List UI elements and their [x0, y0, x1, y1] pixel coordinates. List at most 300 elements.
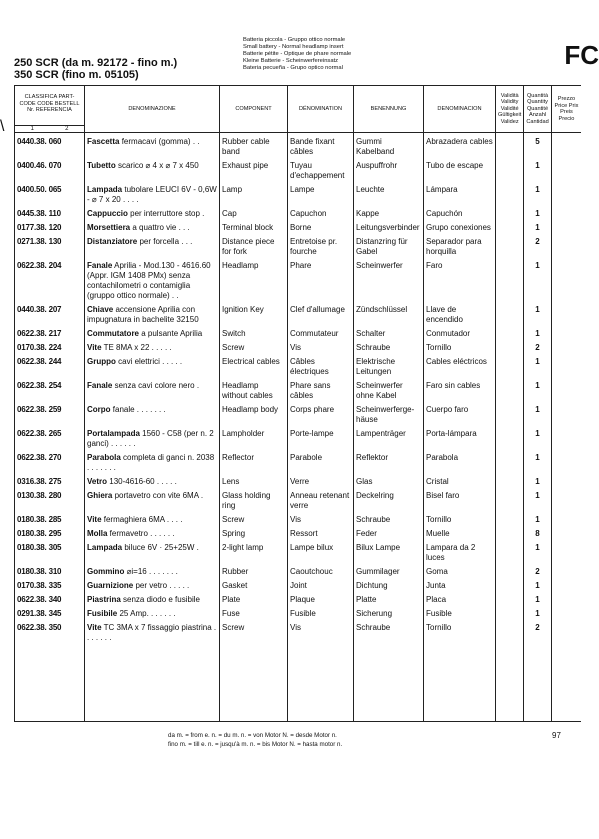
desc-it-cell — [85, 357, 220, 377]
page-code: FC — [564, 40, 599, 70]
desc-fr-cell: Parabole — [288, 453, 354, 473]
desc-de-cell: Gummilager — [354, 567, 424, 577]
desc-en-cell: Exhaust pipe — [220, 161, 288, 181]
desc-en-cell: Plate — [220, 595, 288, 605]
desc-it-keyword: Corpo — [87, 405, 111, 414]
quantity-cell: 1 — [524, 429, 551, 449]
desc-de-cell: Feder — [354, 529, 424, 539]
desc-it-keyword: Commutatore — [87, 329, 140, 338]
validity-cell — [496, 581, 524, 591]
part-code-cell: 0622.38. 265 — [15, 429, 85, 449]
desc-it-rest: completa di ganci n. 2038 . . . . . . . — [87, 453, 215, 472]
desc-es-cell: Faro sin cables — [424, 381, 496, 401]
validity-cell — [496, 623, 524, 643]
validity-cell — [496, 329, 524, 339]
desc-en-cell: Distance piece for fork — [220, 237, 288, 257]
desc-it-rest: portavetro con vite 6MA . — [112, 491, 204, 500]
desc-fr-cell: Bande fixant câbles — [288, 137, 354, 157]
price-cell — [551, 223, 581, 233]
desc-it-keyword: Fanale — [87, 261, 113, 270]
desc-en-cell: Glass holding ring — [220, 491, 288, 511]
table-row — [15, 595, 582, 605]
desc-en-cell: Terminal block — [220, 223, 288, 233]
table-row — [15, 137, 582, 157]
desc-es-cell: Cristal — [424, 477, 496, 487]
desc-it-keyword: Piastrina — [87, 595, 121, 604]
desc-it-keyword: Vite — [87, 343, 102, 352]
price-cell — [551, 209, 581, 219]
desc-es-cell: Fusible — [424, 609, 496, 619]
price-cell — [551, 515, 581, 525]
desc-de-cell: Leuchte — [354, 185, 424, 205]
desc-es-cell: Junta — [424, 581, 496, 591]
desc-de-cell: Gummi Kabelband — [354, 137, 424, 157]
desc-it-keyword: Morsettiera — [87, 223, 131, 232]
desc-de-cell: Scheinwerferge-häuse — [354, 405, 424, 425]
part-code-cell: 0622.38. 244 — [15, 357, 85, 377]
part-code-cell: 0180.38. 310 — [15, 567, 85, 577]
part-code-cell: 0622.38. 350 — [15, 623, 85, 643]
desc-fr-cell: Plaque — [288, 595, 354, 605]
quantity-cell: 5 — [524, 137, 551, 157]
desc-de-cell: Kappe — [354, 209, 424, 219]
desc-es-cell: Muelle — [424, 529, 496, 539]
desc-it-rest: TE 8MA x 22 . . . . . — [101, 343, 172, 352]
price-cell — [551, 529, 581, 539]
col-header-price: Prezzo Price Prix Preis Precio — [551, 86, 581, 133]
price-cell — [551, 453, 581, 473]
desc-it-keyword: Cappuccio — [87, 209, 128, 218]
price-cell — [551, 161, 581, 181]
desc-it-cell — [85, 161, 220, 181]
desc-de-cell: Leitungsverbinder — [354, 223, 424, 233]
desc-en-cell: Headlamp — [220, 261, 288, 301]
validity-cell — [496, 453, 524, 473]
desc-es-cell: Lámpara — [424, 185, 496, 205]
price-cell — [551, 329, 581, 339]
table-row — [15, 477, 582, 487]
table-row — [15, 405, 582, 425]
desc-it-cell — [85, 623, 220, 643]
desc-it-keyword: Ghiera — [87, 491, 113, 500]
table-row — [15, 161, 582, 181]
desc-en-cell: Cap — [220, 209, 288, 219]
footer-legend — [168, 731, 342, 749]
desc-de-cell: Auspuffrohr — [354, 161, 424, 181]
desc-de-cell: Scheinwerfer — [354, 261, 424, 301]
quantity-cell: 1 — [524, 595, 551, 605]
desc-it-cell — [85, 453, 220, 473]
desc-it-cell — [85, 429, 220, 449]
desc-de-cell: Schraube — [354, 343, 424, 353]
col-header-fr: DÉNOMINATION — [288, 86, 354, 133]
quantity-cell: 2 — [524, 237, 551, 257]
desc-es-cell: Abrazadera cables — [424, 137, 496, 157]
desc-fr-cell: Phare sans câbles — [288, 381, 354, 401]
desc-it-rest: cavi elettrici . . . . . — [115, 357, 183, 366]
desc-es-cell: Llave de encendido — [424, 305, 496, 325]
variant-line-fr: Batterie pétite - Optique de phare normale — [243, 51, 352, 57]
desc-de-cell: Dichtung — [354, 581, 424, 591]
desc-en-cell: Reflector — [220, 453, 288, 473]
desc-it-rest: tubolare LEUCI 6V - 0,6W - ⌀ 7 x 20 . . . . — [87, 185, 217, 204]
desc-de-cell: Platte — [354, 595, 424, 605]
desc-de-cell: Bilux Lampe — [354, 543, 424, 563]
table-row — [15, 261, 582, 301]
desc-it-rest: accensione Aprilia con impugnatura in bachelite 32150 — [87, 305, 199, 324]
quantity-cell: 2 — [524, 343, 551, 353]
desc-fr-cell: Borne — [288, 223, 354, 233]
price-cell — [551, 595, 581, 605]
desc-es-cell: Lampara da 2 luces — [424, 543, 496, 563]
variant-description — [243, 37, 351, 72]
desc-fr-cell: Tuyau d'echappement — [288, 161, 354, 181]
quantity-cell: 1 — [524, 209, 551, 219]
part-code-cell: 0622.38. 340 — [15, 595, 85, 605]
desc-fr-cell: Phare — [288, 261, 354, 301]
desc-es-cell: Cuerpo faro — [424, 405, 496, 425]
desc-en-cell: Screw — [220, 515, 288, 525]
table-row — [15, 453, 582, 473]
part-code-cell: 0177.38. 120 — [15, 223, 85, 233]
price-cell — [551, 543, 581, 563]
desc-es-cell: Faro — [424, 261, 496, 301]
validity-cell — [496, 515, 524, 525]
table-row — [15, 515, 582, 525]
desc-it-cell — [85, 491, 220, 511]
desc-it-cell — [85, 305, 220, 325]
table-row — [15, 429, 582, 449]
desc-en-cell: Electrical cables — [220, 357, 288, 377]
desc-it-cell — [85, 581, 220, 591]
desc-it-rest: fanale . . . . . . . — [110, 405, 166, 414]
desc-en-cell: Lens — [220, 477, 288, 487]
desc-it-keyword: Gommino — [87, 567, 125, 576]
desc-en-cell: Switch — [220, 329, 288, 339]
desc-it-rest: a pulsante Aprilia — [139, 329, 203, 338]
table-row — [15, 581, 582, 591]
desc-it-cell — [85, 567, 220, 577]
desc-it-rest: 25 Amp. . . . . . . — [117, 609, 176, 618]
validity-cell — [496, 477, 524, 487]
desc-es-cell: Capuchón — [424, 209, 496, 219]
validity-cell — [496, 137, 524, 157]
variant-line-it: Batteria piccola - Gruppo ottico normale — [243, 37, 346, 43]
table-row — [15, 529, 582, 539]
desc-it-cell — [85, 185, 220, 205]
price-cell — [551, 405, 581, 425]
desc-it-rest: fermavetro . . . . . . — [107, 529, 175, 538]
desc-es-cell: Cables eléctricos — [424, 357, 496, 377]
part-code-cell: 0445.38. 110 — [15, 209, 85, 219]
desc-es-cell: Tubo de escape — [424, 161, 496, 181]
desc-fr-cell: Câbles électriques — [288, 357, 354, 377]
validity-cell — [496, 405, 524, 425]
desc-fr-cell: Capuchon — [288, 209, 354, 219]
quantity-cell: 1 — [524, 329, 551, 339]
desc-es-cell: Placa — [424, 595, 496, 605]
validity-cell — [496, 567, 524, 577]
table-row — [15, 237, 582, 257]
desc-it-cell — [85, 261, 220, 301]
desc-it-keyword: Vetro — [87, 477, 108, 486]
validity-cell — [496, 209, 524, 219]
desc-it-cell — [85, 529, 220, 539]
table-row — [15, 357, 582, 377]
desc-it-keyword: Fusibile — [87, 609, 118, 618]
model-title-350: 350 SCR (fino m. 05105) — [14, 69, 139, 81]
desc-de-cell: Lampenträger — [354, 429, 424, 449]
table-row — [15, 329, 582, 339]
table-row — [15, 305, 582, 325]
part-code-cell: 0271.38. 130 — [15, 237, 85, 257]
model-title-250: 250 SCR (da m. 92172 - fino m.) — [14, 57, 178, 69]
price-cell — [551, 305, 581, 325]
page-number: 97 — [552, 731, 561, 740]
validity-cell — [496, 237, 524, 257]
desc-de-cell: Schraube — [354, 623, 424, 643]
desc-it-cell — [85, 405, 220, 425]
desc-es-cell: Tornillo — [424, 343, 496, 353]
desc-it-rest: ⌀i=16 . . . . . . . — [124, 567, 178, 576]
col-sub-1: 1 — [30, 125, 34, 132]
desc-de-cell: Schalter — [354, 329, 424, 339]
table-row — [15, 609, 582, 619]
part-code-cell: 0316.38. 275 — [15, 477, 85, 487]
desc-it-keyword: Tubetto — [87, 161, 116, 170]
quantity-cell: 1 — [524, 543, 551, 563]
desc-en-cell: Rubber — [220, 567, 288, 577]
desc-it-keyword: Gruppo — [87, 357, 116, 366]
quantity-cell: 1 — [524, 305, 551, 325]
desc-es-cell: Parabola — [424, 453, 496, 473]
desc-es-cell: Separador para horquilla — [424, 237, 496, 257]
desc-fr-cell: Vis — [288, 515, 354, 525]
price-cell — [551, 477, 581, 487]
desc-fr-cell: Ressort — [288, 529, 354, 539]
desc-fr-cell: Fusible — [288, 609, 354, 619]
price-cell — [551, 491, 581, 511]
desc-en-cell: 2-light lamp — [220, 543, 288, 563]
part-code-cell: 0622.38. 204 — [15, 261, 85, 301]
quantity-cell: 8 — [524, 529, 551, 539]
price-cell — [551, 429, 581, 449]
price-cell — [551, 609, 581, 619]
price-cell — [551, 581, 581, 591]
price-cell — [551, 237, 581, 257]
variant-line-en: Small battery - Normal headlamp insert — [243, 44, 344, 50]
desc-it-cell — [85, 477, 220, 487]
col-header-it: DENOMINAZIONE — [85, 86, 220, 133]
quantity-cell: 1 — [524, 161, 551, 181]
validity-cell — [496, 595, 524, 605]
quantity-cell: 1 — [524, 405, 551, 425]
part-code-cell: 0400.50. 065 — [15, 185, 85, 205]
table-header-row — [15, 86, 582, 133]
quantity-cell: 1 — [524, 515, 551, 525]
desc-it-cell — [85, 515, 220, 525]
desc-it-cell — [85, 223, 220, 233]
price-cell — [551, 261, 581, 301]
desc-it-rest: 1560 - C58 (per n. 2 ganci) . . . . . . — [87, 429, 214, 448]
desc-fr-cell: Vis — [288, 343, 354, 353]
price-cell — [551, 343, 581, 353]
desc-it-rest: 130-4616-60 . . . . . — [107, 477, 177, 486]
desc-it-keyword: Fascetta — [87, 137, 120, 146]
quantity-cell: 1 — [524, 261, 551, 301]
footer-line-till: fino m. = till e. n. = jusqu'à m. n. = bis Motor N. = hasta motor n. — [168, 741, 343, 748]
price-cell — [551, 623, 581, 643]
desc-it-keyword: Vite — [87, 623, 102, 632]
desc-es-cell: Grupo conexiones — [424, 223, 496, 233]
desc-fr-cell: Lampe — [288, 185, 354, 205]
col-header-code: CLASSIFICA PART-CODE CODE BESTELL Nr. REFERENCIA 1 2 — [15, 86, 85, 133]
price-cell — [551, 357, 581, 377]
quantity-cell: 1 — [524, 491, 551, 511]
desc-it-cell — [85, 381, 220, 401]
margin-mark: \ — [0, 118, 5, 135]
variant-line-de: Kleine Batterie - Scheinwerfereinsatz — [243, 58, 339, 64]
desc-it-rest: per vetro . . . . . — [133, 581, 190, 590]
part-code-cell: 0180.38. 305 — [15, 543, 85, 563]
desc-it-keyword: Lampada — [87, 543, 123, 552]
quantity-cell: 1 — [524, 381, 551, 401]
desc-it-cell — [85, 343, 220, 353]
validity-cell — [496, 491, 524, 511]
desc-de-cell: Distanzring für Gabel — [354, 237, 424, 257]
table-row — [15, 185, 582, 205]
price-cell — [551, 137, 581, 157]
desc-en-cell: Screw — [220, 623, 288, 643]
desc-it-rest: scarico ⌀ 4 x ⌀ 7 x 450 — [115, 161, 199, 170]
price-cell — [551, 567, 581, 577]
col-header-es: DENOMINACION — [424, 86, 496, 133]
table-row — [15, 209, 582, 219]
desc-de-cell: Sicherung — [354, 609, 424, 619]
desc-it-keyword: Parabola — [87, 453, 121, 462]
part-code-cell: 0180.38. 295 — [15, 529, 85, 539]
desc-fr-cell: Joint — [288, 581, 354, 591]
desc-it-keyword: Portalampada — [87, 429, 140, 438]
desc-de-cell: Reflektor — [354, 453, 424, 473]
part-code-cell: 0622.38. 217 — [15, 329, 85, 339]
desc-it-rest: biluce 6V · 25+25W . — [122, 543, 199, 552]
quantity-cell: 1 — [524, 581, 551, 591]
desc-it-cell — [85, 609, 220, 619]
desc-en-cell: Fuse — [220, 609, 288, 619]
desc-en-cell: Headlamp body — [220, 405, 288, 425]
desc-it-rest: a quattro vie . . . — [130, 223, 190, 232]
desc-it-cell — [85, 329, 220, 339]
desc-it-cell — [85, 209, 220, 219]
part-code-cell: 0180.38. 285 — [15, 515, 85, 525]
col-header-validity: Validità Validity Validité Gültigkeit Validez — [496, 86, 524, 133]
table-row — [15, 623, 582, 643]
quantity-cell: 1 — [524, 453, 551, 473]
table-row — [15, 343, 582, 353]
col-sub-2: 2 — [65, 125, 69, 132]
desc-it-rest: Aprilia - Mod.130 - 4616.60 (Appr. IGM 1408 PMx) senza contachilometri o contamiglia (gruppo ottico normale) . . — [87, 261, 211, 300]
desc-en-cell: Gasket — [220, 581, 288, 591]
desc-it-rest: fermaghiera 6MA . . . . — [101, 515, 183, 524]
desc-it-keyword: Vite — [87, 515, 102, 524]
validity-cell — [496, 305, 524, 325]
desc-it-keyword: Lampada — [87, 185, 123, 194]
desc-fr-cell: Verre — [288, 477, 354, 487]
desc-es-cell: Goma — [424, 567, 496, 577]
quantity-cell: 1 — [524, 223, 551, 233]
col-header-qty: Quantità Quantity Quantité Anzahl Cantidad — [524, 86, 551, 133]
table-row — [15, 567, 582, 577]
desc-it-rest: senza diodo e fusibile — [120, 595, 200, 604]
quantity-cell: 1 — [524, 609, 551, 619]
desc-it-keyword: Chiave — [87, 305, 114, 314]
footer-line-from: da m. = from e. n. = du m. n. = von Motor N. = desde Motor n. — [168, 732, 337, 739]
validity-cell — [496, 261, 524, 301]
desc-es-cell: Porta-lámpara — [424, 429, 496, 449]
variant-line-es: Bateria pecueña - Grupo optico normal — [243, 65, 343, 71]
desc-it-cell — [85, 543, 220, 563]
desc-fr-cell: Corps phare — [288, 405, 354, 425]
quantity-cell: 2 — [524, 567, 551, 577]
table-row — [15, 223, 582, 233]
desc-de-cell: Deckelring — [354, 491, 424, 511]
desc-en-cell: Lamp — [220, 185, 288, 205]
desc-en-cell: Ignition Key — [220, 305, 288, 325]
desc-de-cell: Scheinwerfer ohne Kabel — [354, 381, 424, 401]
validity-cell — [496, 429, 524, 449]
desc-es-cell: Conmutador — [424, 329, 496, 339]
price-cell — [551, 381, 581, 401]
validity-cell — [496, 529, 524, 539]
table-row — [15, 543, 582, 563]
parts-table-body — [15, 133, 582, 722]
desc-de-cell: Glas — [354, 477, 424, 487]
table-row — [15, 381, 582, 401]
desc-de-cell: Zündschlüssel — [354, 305, 424, 325]
col-header-de: BENENNUNG — [354, 86, 424, 133]
desc-fr-cell: Clef d'allumage — [288, 305, 354, 325]
desc-en-cell: Lampholder — [220, 429, 288, 449]
quantity-cell: 2 — [524, 623, 551, 643]
table-row — [15, 491, 582, 511]
desc-it-cell — [85, 137, 220, 157]
desc-it-keyword: Fanale — [87, 381, 113, 390]
validity-cell — [496, 357, 524, 377]
col-header-en: COMPONENT — [220, 86, 288, 133]
desc-it-keyword: Distanziatore — [87, 237, 138, 246]
validity-cell — [496, 543, 524, 563]
desc-es-cell: Bisel faro — [424, 491, 496, 511]
part-code-cell: 0622.38. 259 — [15, 405, 85, 425]
part-code-cell: 0170.38. 224 — [15, 343, 85, 353]
desc-it-rest: fermacavi (gomma) . . — [119, 137, 200, 146]
desc-es-cell: Tornillo — [424, 515, 496, 525]
desc-fr-cell: Porte-lampe — [288, 429, 354, 449]
part-code-cell: 0170.38. 335 — [15, 581, 85, 591]
part-code-cell: 0440.38. 060 — [15, 137, 85, 157]
desc-it-keyword: Molla — [87, 529, 108, 538]
price-cell — [551, 185, 581, 205]
desc-de-cell: Schraube — [354, 515, 424, 525]
validity-cell — [496, 381, 524, 401]
validity-cell — [496, 343, 524, 353]
part-code-cell: 0622.38. 254 — [15, 381, 85, 401]
desc-en-cell: Screw — [220, 343, 288, 353]
desc-de-cell: Elektrische Leitungen — [354, 357, 424, 377]
desc-fr-cell: Commutateur — [288, 329, 354, 339]
desc-fr-cell: Anneau retenant verre — [288, 491, 354, 511]
